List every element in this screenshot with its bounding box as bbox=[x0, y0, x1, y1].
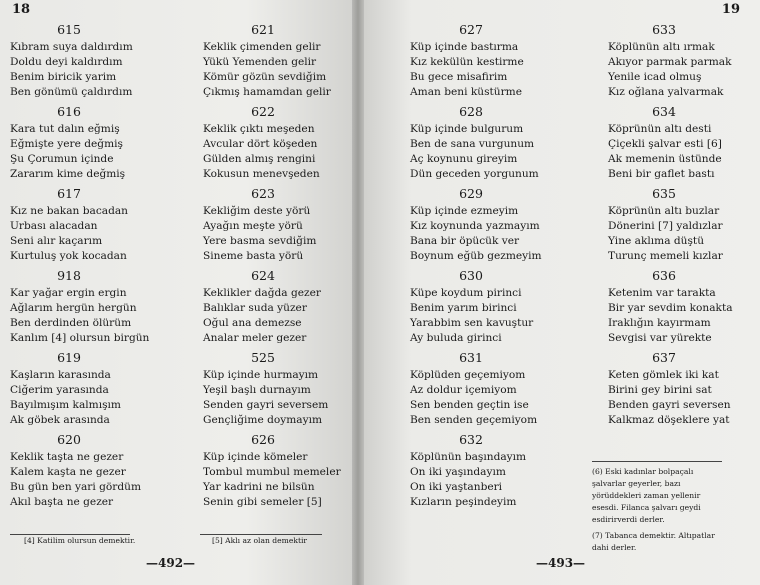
stanza-number: 634 bbox=[652, 104, 676, 119]
verse-line: Keklik çimenden gelir bbox=[203, 41, 321, 53]
stanza-number: 626 bbox=[251, 432, 275, 447]
stanza-number: 631 bbox=[459, 350, 483, 365]
stanza bbox=[10, 104, 128, 182]
stanza-number: 637 bbox=[652, 350, 676, 365]
verse-line: Akıl başta ne gezer bbox=[10, 496, 114, 508]
verse-line: Sevgisi var yürekte bbox=[608, 332, 712, 344]
stanza bbox=[410, 432, 532, 510]
verse-line: Kız oğlana yalvarmak bbox=[608, 86, 724, 98]
verse-line: Benim yarım birinci bbox=[410, 302, 517, 314]
verse-line: Kız ne bakan bacadan bbox=[10, 205, 129, 217]
page-number: 18 bbox=[12, 2, 31, 17]
verse-line: Kalem kaşta ne gezer bbox=[10, 466, 126, 478]
verse-line: Benden gayri seversen bbox=[608, 399, 731, 411]
verse-line: Avcular dört köşeden bbox=[203, 138, 318, 150]
verse-line: Yenile icad olmuş bbox=[608, 71, 702, 83]
verse-line: Köplüden geçemiyom bbox=[410, 369, 526, 381]
stanza bbox=[203, 104, 323, 182]
stanza-number: 627 bbox=[459, 22, 483, 37]
verse-line: Kanlım [4] olursun birgün bbox=[10, 332, 150, 344]
verse-line: Küp içinde kömeler bbox=[203, 451, 308, 463]
verse-line: Yere basma sevdiğim bbox=[203, 235, 317, 247]
verse-line: Şu Çorumun içinde bbox=[10, 153, 114, 165]
verse-line: Keten gömlek iki kat bbox=[608, 369, 719, 381]
verse-line: Ak memenin üstünde bbox=[608, 153, 722, 165]
verse-line: Turunç memeli kızlar bbox=[608, 250, 723, 262]
stanza-number: 525 bbox=[251, 350, 275, 365]
verse-line: Kız kekülün kestirme bbox=[410, 56, 524, 68]
verse-line: Keklikler dağda gezer bbox=[203, 287, 321, 299]
footnote: [4] Katilim olursun demektir. bbox=[24, 536, 136, 545]
verse-line: Bu gece misafirim bbox=[410, 71, 508, 83]
footnote-rule bbox=[592, 461, 722, 462]
page-number: 19 bbox=[721, 2, 740, 17]
stanza-number: 619 bbox=[57, 350, 81, 365]
verse-line: Yine aklıma düştü bbox=[608, 235, 705, 247]
verse-line: Yeşil başlı durnayım bbox=[203, 384, 311, 396]
verse-line: Kar yağar ergin ergin bbox=[10, 287, 127, 299]
verse-line: Küp içinde hurmayım bbox=[203, 369, 319, 381]
verse-line: Oğul ana demezse bbox=[203, 317, 302, 329]
verse-line: Kızların peşindeyim bbox=[410, 496, 517, 508]
verse-line: Zararım kime değmiş bbox=[10, 168, 126, 180]
verse-line: Kara tut dalın eğmiş bbox=[10, 123, 120, 135]
stanza-number: 918 bbox=[57, 268, 81, 283]
stanza bbox=[203, 186, 323, 264]
verse-line: Ketenim var tarakta bbox=[608, 287, 716, 299]
verse-line: Köprünün altı buzlar bbox=[608, 205, 720, 217]
verse-line: Gülden almış rengini bbox=[203, 153, 316, 165]
verse-line: Ben de sana vurgunum bbox=[410, 138, 535, 150]
stanza bbox=[203, 432, 341, 510]
stanza bbox=[410, 104, 539, 182]
verse-line: Akıyor parmak parmak bbox=[608, 56, 732, 68]
verse-line: Köplünün başındayım bbox=[410, 451, 527, 463]
verse-line: Boynum eğüb gezmeyim bbox=[410, 250, 542, 262]
verse-line: Seni alır kaçarım bbox=[10, 235, 103, 247]
verse-line: On iki yaştanberi bbox=[410, 481, 503, 493]
stanza bbox=[203, 350, 329, 428]
verse-line: Benim biricik yarim bbox=[10, 71, 117, 83]
stanza-number: 616 bbox=[57, 104, 81, 119]
stanza bbox=[608, 104, 720, 182]
verse-line: Küpe koydum pirinci bbox=[410, 287, 522, 299]
verse-line: Dönerini [7] yaldızlar bbox=[608, 220, 723, 232]
verse-line: Kekliğim deste yörü bbox=[203, 205, 311, 217]
stanza bbox=[608, 268, 733, 346]
verse-line: Tombul mumbul memeler bbox=[203, 466, 341, 478]
stanza bbox=[10, 268, 150, 346]
verse-line: Ak göbek arasında bbox=[10, 414, 110, 426]
verse-line: Küp içinde bastırma bbox=[410, 41, 519, 53]
verse-line: Yarabbim sen kavuştur bbox=[410, 317, 534, 329]
verse-line: Kalkmaz döşeklere yat bbox=[608, 414, 730, 426]
folio: —493— bbox=[536, 556, 586, 570]
poem-column bbox=[608, 22, 733, 432]
verse-line: Beni bir gaflet bastı bbox=[608, 168, 715, 180]
verse-line: Urbası alacadan bbox=[10, 220, 98, 232]
verse-line: Yükü Yemenden gelir bbox=[203, 56, 317, 68]
stanza bbox=[608, 22, 732, 100]
verse-line: Senin gibi semeler [5] bbox=[203, 496, 322, 508]
verse-line: Ben derdinden ölürüm bbox=[10, 317, 132, 329]
verse-line: Yar kadrini ne bilsün bbox=[203, 481, 315, 493]
verse-line: Bir yar sevdim konakta bbox=[608, 302, 733, 314]
folio: —492— bbox=[146, 556, 196, 570]
stanza-number: 622 bbox=[251, 104, 275, 119]
verse-line: Eğmişte yere değmiş bbox=[10, 138, 123, 150]
stanza bbox=[410, 350, 538, 428]
verse-line: Birini gey birini sat bbox=[608, 384, 712, 396]
verse-line: Kömür gözün sevdiğim bbox=[203, 71, 327, 83]
verse-line: Senden gayri seversem bbox=[203, 399, 329, 411]
verse-line: Doldu deyi kaldırdım bbox=[10, 56, 123, 68]
left-page bbox=[0, 0, 352, 585]
stanza bbox=[203, 268, 323, 346]
verse-line: Keklik taşta ne gezer bbox=[10, 451, 124, 463]
stanza bbox=[608, 350, 731, 428]
verse-line: Kokusun menevşeden bbox=[203, 168, 320, 180]
verse-line: Aç koynunu gireyim bbox=[410, 153, 518, 165]
stanza bbox=[10, 350, 128, 428]
verse-line: Köprünün altı desti bbox=[608, 123, 712, 135]
stanza-number: 635 bbox=[652, 186, 676, 201]
verse-line: Bana bir öpücük ver bbox=[410, 235, 520, 247]
stanza bbox=[10, 22, 133, 100]
stanza-number: 615 bbox=[57, 22, 81, 37]
verse-line: Çıkmış hamamdan gelir bbox=[203, 86, 331, 98]
verse-line: Kurtuluş yok kocadan bbox=[10, 250, 127, 262]
poem-column bbox=[410, 22, 542, 514]
verse-line: Bayılmışım kalmışım bbox=[10, 399, 121, 411]
verse-line: Ağlarım hergün hergün bbox=[10, 302, 137, 314]
stanza bbox=[10, 186, 128, 264]
verse-line: Kız koynunda yazmayım bbox=[410, 220, 540, 232]
stanza bbox=[203, 22, 331, 100]
verse-line: Keklik çıktı meşeden bbox=[203, 123, 315, 135]
footnote: (6) Eski kadınlar bolpaçalı şalvarlar geyerler, bazı yörüddekleri zaman yellenir esesdi. Filanca şalvarı geydi esdirirverdi derler. bbox=[592, 467, 701, 524]
stanza bbox=[410, 268, 532, 346]
verse-line: Dün geceden yorgunum bbox=[410, 168, 539, 180]
stanza-number: 623 bbox=[251, 186, 275, 201]
verse-line: Çiçekli şalvar esti [6] bbox=[608, 138, 722, 150]
verse-line: Sen benden geçtin ise bbox=[410, 399, 529, 411]
stanza-number: 636 bbox=[652, 268, 676, 283]
verse-line: Ben gönümü çaldırdım bbox=[10, 86, 133, 98]
stanza-number: 617 bbox=[57, 186, 81, 201]
stanza-number: 629 bbox=[459, 186, 483, 201]
stanza-number: 633 bbox=[652, 22, 676, 37]
footnote: (7) Tabanca demektir. Altıpatlar dahi derler. bbox=[592, 531, 715, 552]
stanza-number: 621 bbox=[251, 22, 275, 37]
stanza bbox=[608, 186, 723, 264]
stanza-number: 630 bbox=[459, 268, 483, 283]
verse-line: Az doldur içemiyom bbox=[410, 384, 517, 396]
footnote: [5] Aklı az olan demektir bbox=[212, 536, 308, 545]
stanza bbox=[410, 22, 532, 100]
stanza-number: 628 bbox=[459, 104, 483, 119]
verse-line: Ay buluda girinci bbox=[410, 332, 502, 344]
stanza-number: 632 bbox=[459, 432, 483, 447]
stanza bbox=[10, 432, 142, 510]
stanza-number: 624 bbox=[251, 268, 275, 283]
verse-line: Analar meler gezer bbox=[203, 332, 307, 344]
verse-line: Köplünün altı ırmak bbox=[608, 41, 715, 53]
verse-line: Ayağın meşte yörü bbox=[203, 220, 303, 232]
verse-line: Balıklar suda yüzer bbox=[203, 302, 307, 314]
verse-line: Gençliğime doymayım bbox=[203, 414, 323, 426]
verse-line: Ciğerim yarasında bbox=[10, 384, 109, 396]
verse-line: Kıbram suya daldırdım bbox=[10, 41, 133, 53]
right-page bbox=[364, 0, 760, 585]
poem-column bbox=[203, 22, 341, 514]
poem-column bbox=[10, 22, 150, 514]
book-gutter bbox=[352, 0, 364, 585]
stanza-number: 620 bbox=[57, 432, 81, 447]
verse-line: Iraklığın kayırmam bbox=[608, 317, 711, 329]
verse-line: On iki yaşındayım bbox=[410, 466, 506, 478]
verse-line: Küp içinde ezmeyim bbox=[410, 205, 519, 217]
stanza bbox=[410, 186, 542, 264]
verse-line: Sineme basta yörü bbox=[203, 250, 304, 262]
verse-line: Bu gün ben yari gördüm bbox=[10, 481, 142, 493]
verse-line: Ben senden geçemiyom bbox=[410, 414, 538, 426]
verse-line: Kaşların karasında bbox=[10, 369, 111, 381]
verse-line: Aman beni küstürme bbox=[410, 86, 522, 98]
footnotes bbox=[592, 466, 722, 558]
verse-line: Küp içinde bulgurum bbox=[410, 123, 524, 135]
